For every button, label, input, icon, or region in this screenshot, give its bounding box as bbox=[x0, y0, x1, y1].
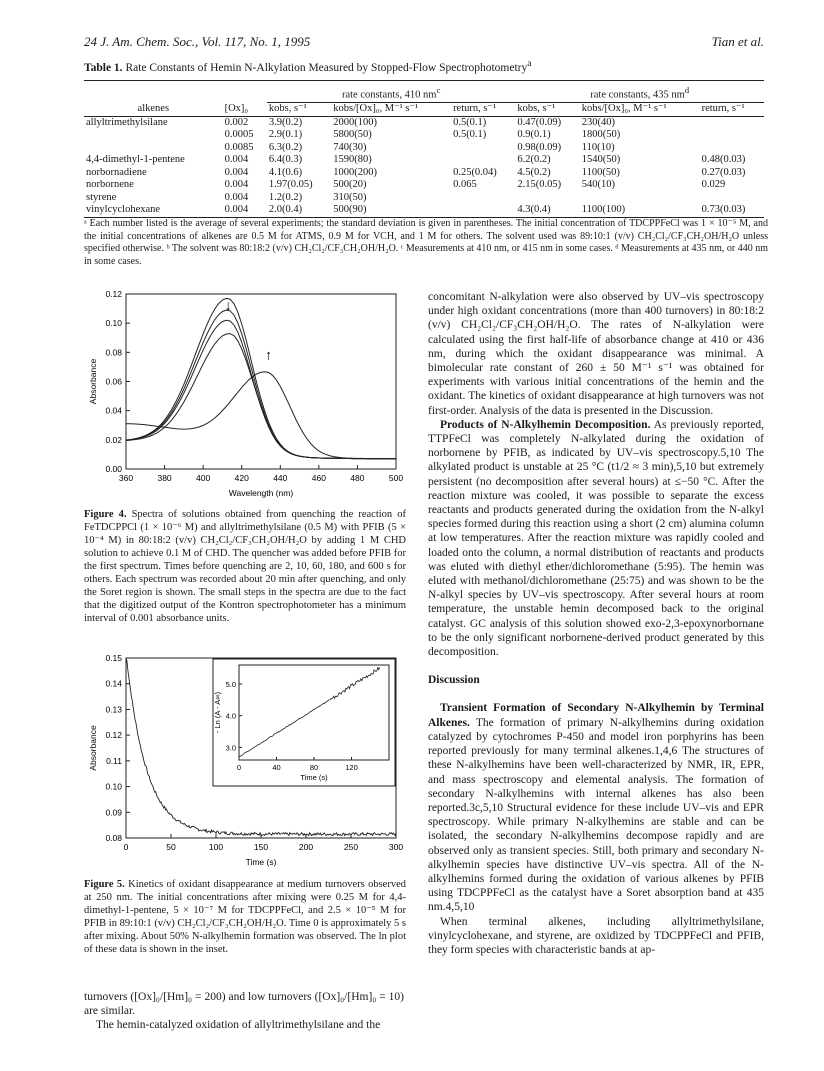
table-cell: norbornadiene bbox=[86, 166, 147, 178]
right-paragraph-3: The formation of primary N-alkylhemins during oxidation catalyzed by cytochromes P-450 and model iron porphyrins has been reported previously for many terminal alkenes.1,4,6 The structures of these N-alkylhemins have been well-characterized by NMR, IR, EPR, and mass spectroscopy and elemental analysis. The formation of secondary N-alkylhemins with internal alkenes has also been reported.3c,5,10 Structural evidence for these include UV–vis and EPR spectroscopy. While primary N-alkylhemins are stable and can be isolated, the secondary N-alkylhemins decompose rapidly and are observed only as transient species. Still, both primary and secondary N-alkylhemin species have distinctive UV–vis spectra. All of the N-alkylhemins formed during the oxidation of various alkenes by PFIB using TDCPPFeCl as the catalyst have a Soret absorption band at 435 nm.4,5,10 bbox=[428, 716, 764, 914]
table-cell: 230(40) bbox=[581, 116, 615, 128]
table-cell: 0.27(0.03) bbox=[701, 166, 746, 178]
spectrum-line bbox=[126, 320, 396, 459]
y-tick-label: 0.11 bbox=[106, 755, 122, 766]
inset-x-axis-label: Time (s) bbox=[300, 773, 328, 782]
table-cell bbox=[84, 129, 223, 142]
x-tick-label: 400 bbox=[196, 473, 211, 483]
table-cell: 0.25(0.04) bbox=[453, 166, 497, 178]
right-column-text bbox=[428, 290, 764, 957]
x-tick-label: 50 bbox=[166, 842, 176, 852]
y-tick-label: 0.02 bbox=[105, 434, 122, 445]
inset-y-tick-label: 3.0 bbox=[225, 743, 236, 753]
table-cell: 1100(50) bbox=[581, 166, 620, 178]
inset-x-tick-label: 120 bbox=[345, 763, 358, 772]
y-tick-label: 0.12 bbox=[105, 289, 122, 299]
table-cell: 5800(50) bbox=[333, 129, 372, 140]
y-tick-label: 0.08 bbox=[105, 347, 122, 358]
table-cell: 0.48(0.03) bbox=[701, 154, 746, 165]
column-header: alkenes bbox=[137, 102, 170, 114]
table-cell: 740(30) bbox=[333, 141, 367, 153]
table-cell bbox=[451, 192, 515, 205]
x-tick-label: 200 bbox=[298, 842, 314, 852]
y-tick-label: 0.14 bbox=[105, 678, 122, 689]
arrow-down-annotation: ↓ bbox=[224, 297, 232, 313]
table-cell: 0.004 bbox=[224, 179, 249, 190]
table-row bbox=[84, 204, 764, 217]
table-cell: 4.5(0.2) bbox=[517, 166, 551, 178]
table-cell: 310(50) bbox=[333, 191, 367, 203]
table-row bbox=[84, 192, 764, 205]
x-tick-label: 460 bbox=[311, 473, 326, 483]
y-tick-label: 0.06 bbox=[105, 376, 122, 387]
table-cell: norbornene bbox=[86, 179, 134, 190]
spectrum-line bbox=[126, 310, 396, 459]
table-cell: 6.2(0.2) bbox=[517, 154, 551, 165]
table-cell: 0.004 bbox=[224, 166, 249, 178]
column-header: kobs, s⁻¹ bbox=[268, 103, 307, 114]
x-tick-label: 0 bbox=[123, 842, 129, 852]
table-cell: 0.9(0.1) bbox=[517, 129, 551, 140]
y-tick-label: 0.10 bbox=[105, 318, 122, 329]
x-axis-label: Time (s) bbox=[245, 857, 277, 867]
discussion-heading: Discussion bbox=[428, 674, 480, 687]
rate-constants-table bbox=[84, 80, 764, 220]
table-caption: Table 1. Rate Constants of Hemin N-Alkylation Measured by Stopped-Flow Spectrophotometry$^a$ bbox=[84, 58, 532, 74]
table-cell bbox=[451, 154, 515, 167]
left-column-text bbox=[84, 990, 404, 1033]
table-cell: 0.73(0.03) bbox=[701, 204, 746, 215]
table-cell: 1800(50) bbox=[581, 129, 621, 140]
table-row bbox=[84, 129, 764, 142]
y-tick-label: 0.09 bbox=[105, 807, 122, 818]
x-tick-label: 300 bbox=[388, 842, 404, 852]
plot-frame bbox=[126, 294, 396, 469]
x-tick-label: 100 bbox=[208, 842, 224, 852]
table-cell: 0.5(0.1) bbox=[453, 116, 487, 128]
table-cell bbox=[700, 142, 764, 155]
table-row bbox=[84, 142, 764, 155]
x-tick-label: 380 bbox=[157, 473, 172, 483]
inset-y-tick-label: 4.0 bbox=[225, 711, 236, 721]
x-tick-label: 420 bbox=[234, 473, 249, 483]
table-cell: 4,4-dimethyl-1-pentene bbox=[86, 154, 185, 165]
table-cell: 540(10) bbox=[581, 179, 615, 190]
inset-x-tick-label: 80 bbox=[309, 763, 319, 772]
table-cell: styrene bbox=[86, 191, 117, 203]
right-paragraph-2: As previously reported, TTPFeCl was completely N-alkylated during the oxidation of norbornene by PFIB, as indicated by UV–vis spectroscopy.5,10 The alkylated product is unstable at 25 °C (t1/2 ≈ 3 min),5,10 but extremely persistent (no decomposition after several hours) at ≤−50 °C. After the reaction mixture was cooled, it was possible to separate the excess reactants and products generated during the oxidation from the N-alkyl species formed during this reaction using a short (2 cm) alumina column at low temperatures. After the reaction mixture was rapidly cooled and loaded onto the column, a normal distribution of reactants and products was eluted with diethyl ether/dichloromethane (5:95). The hemin was eluted with methanol/dichloromethane (25:75) and was shown to be the N-alkyl species by UV–vis spectroscopy. After several hours at room temperature, the unstable hemin decomposed back to the original catalyst. GC analysis of this solution showed exo-2,3-epoxynorbornane to be the only significant norbornene-derived product generated by this decomposition. bbox=[428, 418, 764, 659]
group-header-410: rate constants, 410 $nm^c$ bbox=[267, 84, 516, 103]
x-tick-label: 480 bbox=[350, 473, 365, 483]
x-tick-label: 360 bbox=[118, 473, 134, 483]
table-cell: 1.97(0.05) bbox=[268, 179, 313, 190]
author-header: Tian et al. bbox=[711, 34, 764, 49]
column-header: kobs/[Ox]₀, M⁻¹ s⁻¹ bbox=[333, 103, 419, 114]
table-cell: 110(10) bbox=[581, 141, 615, 153]
table-cell: 0.0085 bbox=[224, 141, 254, 153]
left-paragraph-2: The hemin-catalyzed oxidation of allyltrimethylsilane and the bbox=[96, 1019, 381, 1032]
table-cell: 2000(100) bbox=[333, 116, 377, 128]
column-header: [Ox]₀ bbox=[224, 102, 249, 114]
table-cell: 0.0005 bbox=[224, 129, 254, 140]
table-cell: allyltrimethylsilane bbox=[86, 116, 168, 128]
table-cell: 1540(50) bbox=[581, 154, 621, 165]
table-cell: 0.47(0.09) bbox=[517, 116, 562, 128]
table-cell: 0.029 bbox=[701, 179, 726, 190]
x-tick-label: 250 bbox=[343, 842, 359, 852]
table-cell: 4.3(0.4) bbox=[517, 204, 551, 215]
journal-header: 24 J. Am. Chem. Soc., Vol. 117, No. 1, 1995 bbox=[84, 34, 311, 49]
products-heading: Products of N-Alkylhemin Decomposition. bbox=[440, 418, 651, 431]
transient-heading: Transient Formation of Secondary N-Alkylhemin by Terminal Alkenes. bbox=[428, 702, 764, 729]
inset-x-tick-label: 0 bbox=[236, 763, 242, 772]
table-cell: 0.002 bbox=[224, 116, 249, 128]
table-cell: 2.15(0.05) bbox=[517, 179, 562, 190]
table-cell: 0.004 bbox=[224, 154, 249, 165]
table-cell bbox=[84, 142, 223, 155]
table-cell: 1000(200) bbox=[333, 166, 377, 178]
x-tick-label: 150 bbox=[253, 842, 269, 852]
x-axis-label: Wavelength (nm) bbox=[228, 488, 294, 498]
spectrum-line bbox=[126, 298, 396, 458]
x-tick-label: 440 bbox=[273, 473, 288, 483]
table-cell bbox=[700, 129, 764, 142]
table-cell: 6.4(0.3) bbox=[268, 154, 303, 165]
table-cell: 500(20) bbox=[333, 179, 367, 190]
table-cell: 1590(80) bbox=[333, 154, 372, 165]
column-header: kobs/[Ox]₀, M⁻¹ s⁻¹ bbox=[581, 103, 667, 114]
table-footnote: ᵃ Each number listed is the average of several experiments; the standard deviation is given in parentheses. The initial concentration of TDCPPFeCl was 1 × 10⁻⁵ M, and the initial concentrations of alkenes are 0.5 M for ATMS, 0.9 M for VCH, and 1 M for others. The solvent used was 89:10:1 (v/v) CH₂Cl₂/CF₃CH₂OH/H₂O unless specified otherwise. ᵇ The solvent was 80:18:2 (v/v) CH₂Cl₂/CF₃CH₂OH/H₂O. ᶜ Measurements at 410 nm, or 415 nm in some cases. ᵈ Measurements at 435 nm, or 440 nm in some cases. bbox=[84, 218, 768, 267]
y-axis-label: Absorbance bbox=[88, 725, 98, 771]
table-cell: 6.3(0.2) bbox=[268, 141, 303, 153]
left-paragraph-1: turnovers ([Ox]₀/[Hm]₀ = 200) and low turnovers ([Ox]₀/[Hm]₀ = 10) are similar. bbox=[84, 991, 404, 1018]
table-cell: 0.98(0.09) bbox=[517, 141, 562, 153]
table-cell: 1.2(0.2) bbox=[268, 191, 303, 203]
table-cell bbox=[580, 192, 700, 205]
table-row bbox=[84, 116, 764, 129]
y-tick-label: 0.04 bbox=[105, 405, 122, 416]
column-header: return, s⁻¹ bbox=[453, 103, 497, 114]
y-tick-label: 0.15 bbox=[105, 653, 122, 663]
table-title: Rate Constants of Hemin N-Alkylation Measured by Stopped-Flow Spectrophotometry bbox=[125, 61, 528, 74]
column-header: kobs, s⁻¹ bbox=[517, 103, 556, 114]
inset-y-axis-label: - Ln (A - A∞) bbox=[213, 691, 222, 734]
column-header: return, s⁻¹ bbox=[701, 103, 745, 114]
table-cell: vinylcyclohexane bbox=[86, 204, 161, 215]
table-cell: 2.0(0.4) bbox=[268, 204, 303, 215]
spectrum-line bbox=[126, 334, 396, 459]
right-paragraph-1: concomitant N-alkylation were also observed by UV–vis spectroscopy under high oxidant concentrations (more than 400 turnovers) in 80:18:2 (v/v) CH₂Cl₂/CF₃CH₂OH/H₂O. The rates of N-alkylation were calculated using the first half-life of absorbance change at 410 or 436 nm, during which the oxidant disappearance was minimal. A bimolecular rate constant of 260 ± 50 M⁻¹ s⁻¹ was obtained for experiments with various initial concentrations of the hemin and the oxidant. The kinetics of oxidant disappearance at high turnovers was not first-order. Analysis of the data is presented in the Discussion. bbox=[428, 291, 764, 417]
spectrum-line bbox=[126, 372, 396, 459]
table-cell: 500(90) bbox=[333, 204, 367, 215]
table-cell bbox=[700, 192, 764, 205]
table-cell: 4.1(0.6) bbox=[268, 166, 303, 178]
table-row bbox=[84, 154, 764, 167]
table-cell bbox=[700, 116, 764, 129]
table-label: Table 1. bbox=[84, 61, 123, 74]
y-tick-label: 0.10 bbox=[105, 781, 122, 792]
figure5-caption: Figure 5. Kinetics of oxidant disappearance at medium turnovers observed at 250 nm. The initial concentrations after mixing were 0.25 M for 4,4-dimethyl-1-pentene, 5 × 10⁻⁷ M for TDCPPFeCl, and 2.5 × 10⁻⁵ M for PFIB in 89:10:1 (v/v) CH₂Cl₂/CF₃CH₂OH/H₂O. Time 0 is approximately 5 s after mixing. About 50% N-alkylhemin formation was observed. The ln plot of these data is shown in the inset. bbox=[84, 879, 406, 955]
table-cell bbox=[451, 142, 515, 155]
figure5-chart bbox=[84, 650, 414, 875]
table-cell bbox=[515, 192, 579, 205]
table-row bbox=[84, 179, 764, 192]
group-header-435: rate constants, 435 $nm^d$ bbox=[515, 84, 764, 103]
right-paragraph-4: When terminal alkenes, including allyltrimethylsilane, vinylcyclohexane, and styrene, are oxidized by TDCPPFeCl and PFIB, they form species with characteristic bands at ap- bbox=[428, 915, 764, 956]
figure4-chart bbox=[84, 286, 414, 506]
figure4-caption: Figure 4. Spectra of solutions obtained from quenching the reaction of FeTDCPPCl (1 × 10⁻⁶ M) and allyltrimethylsilane (0.5 M) with PFIB (5 × 10⁻⁴ M) in 80:18:2 (v/v) CH₂Cl₂/CF₃CH₂OH/H₂O by adding 1 M CHD solution to achieve 0.1 M of CHD. The quencher was added before PFIB for the first spectrum. Times before quenching are 2, 10, 60, 180, and 600 s for others. Each spectrum was recorded about 20 min after quenching, and only the Soret region is shown. The small steps in the spectra are due to the fact that the digitized output of the Kontron spectrophotometer has a minimum interval of 0.001 absorbance units. bbox=[84, 509, 406, 624]
inset-y-tick-label: 5.0 bbox=[225, 680, 236, 689]
arrow-up-annotation: ↑ bbox=[265, 346, 273, 363]
table-cell: 0.5(0.1) bbox=[453, 129, 487, 140]
table-cell: 0.004 bbox=[224, 191, 249, 203]
table-row bbox=[84, 167, 764, 180]
table-cell: 0.004 bbox=[224, 204, 249, 215]
x-tick-label: 500 bbox=[388, 473, 404, 483]
table-cell: 1100(100) bbox=[581, 204, 626, 215]
y-tick-label: 0.12 bbox=[105, 730, 122, 741]
inset-x-tick-label: 40 bbox=[272, 763, 281, 772]
table-cell: 2.9(0.1) bbox=[268, 129, 303, 140]
table-cell: 3.9(0.2) bbox=[268, 116, 303, 128]
y-tick-label: 0.00 bbox=[105, 464, 122, 474]
y-tick-label: 0.08 bbox=[105, 833, 122, 843]
y-tick-label: 0.13 bbox=[105, 704, 122, 715]
table-cell bbox=[451, 204, 515, 217]
table-cell: 0.065 bbox=[453, 179, 477, 190]
y-axis-label: Absorbance bbox=[88, 358, 98, 405]
